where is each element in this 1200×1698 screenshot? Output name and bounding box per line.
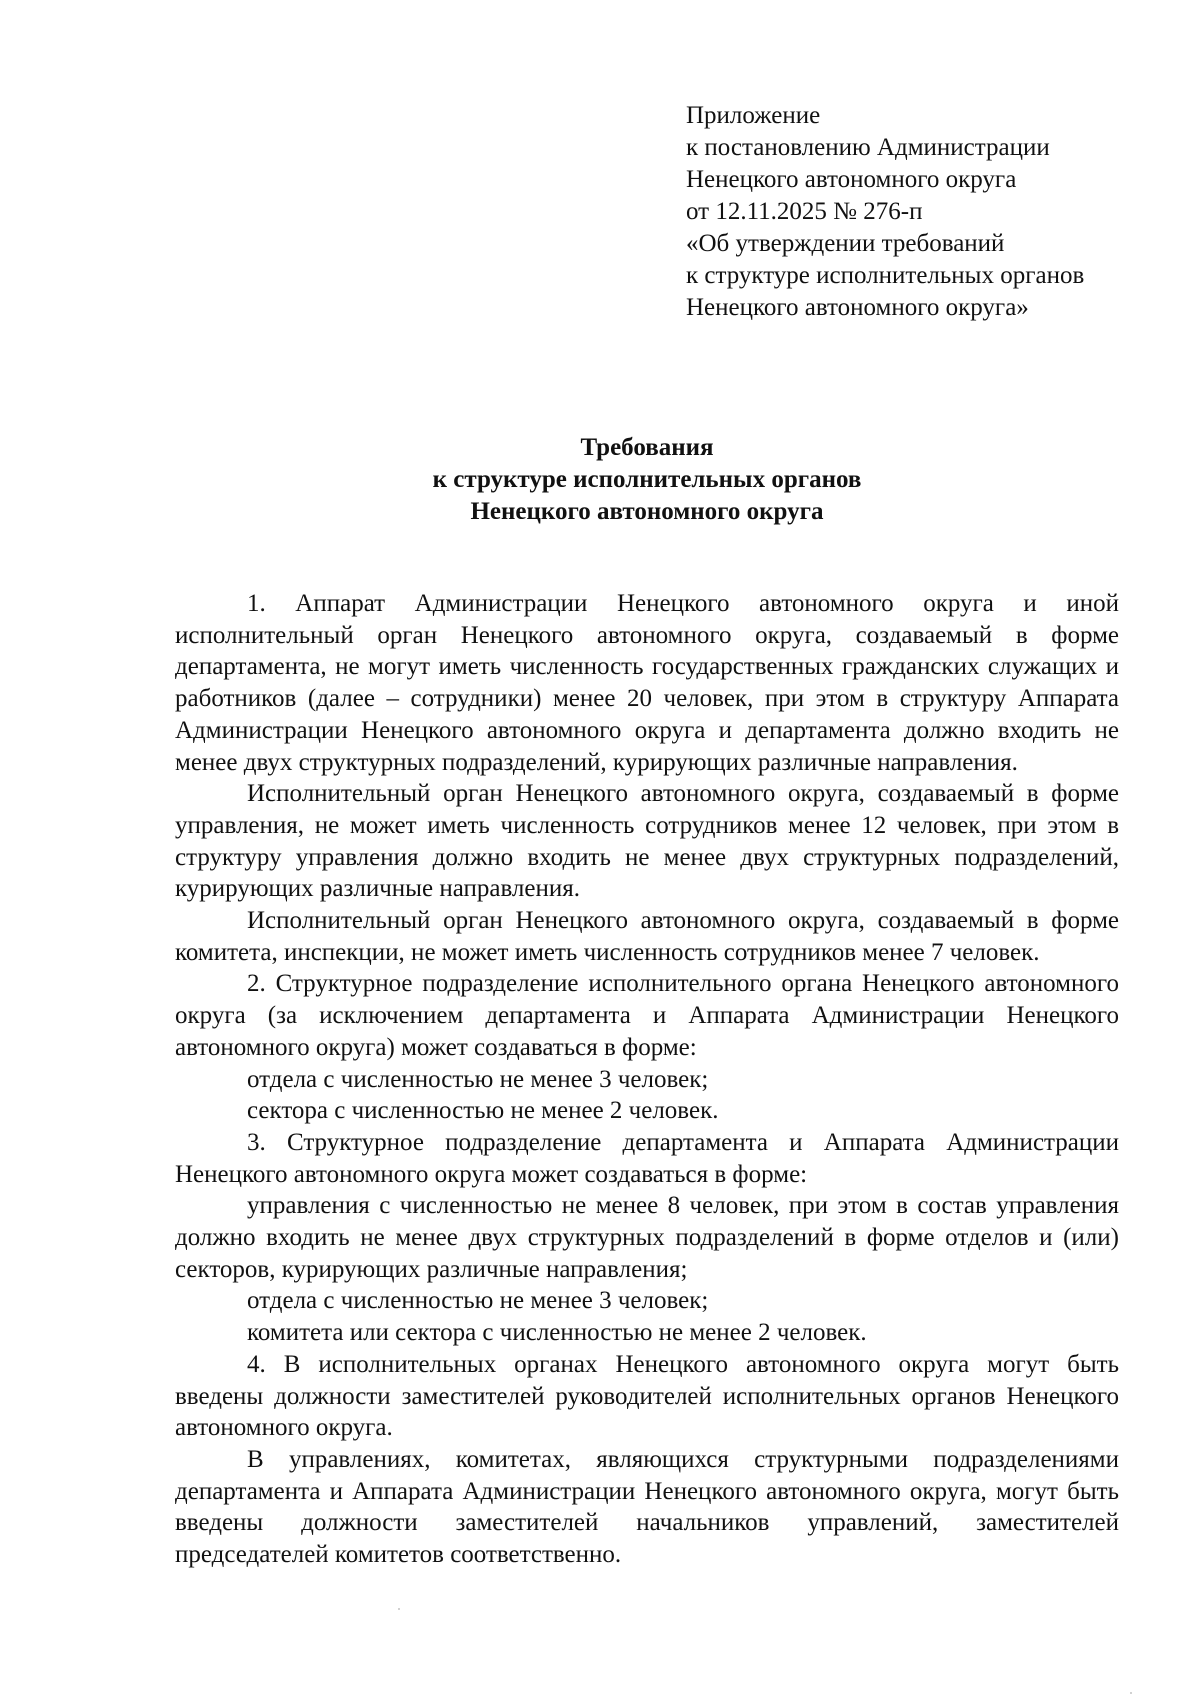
appendix-line: Приложение (686, 102, 821, 129)
appendix-line: Ненецкого автономного округа» (686, 294, 1029, 321)
appendix-line: Ненецкого автономного округа (686, 166, 1017, 193)
appendix-line: к постановлению Администрации (686, 134, 1050, 161)
appendix-block (686, 100, 1156, 324)
paragraph: Исполнительный орган Ненецкого автономного округа, создаваемый в форме комитета, инспекции, не может иметь численность сотрудников менее 7 человек. (175, 907, 1119, 966)
paragraph: 4. В исполнительных органах Ненецкого автономного округа могут быть введены должности заместителей руководителей исполнительных органов Ненецкого автономного округа. (175, 1350, 1119, 1442)
appendix-line: к структуре исполнительных органов (686, 262, 1085, 289)
paragraph: 3. Структурное подразделение департамента и Аппарата Администрации Ненецкого автономного округа может создаваться в форме: (175, 1128, 1119, 1188)
paragraph: управления с численностью не менее 8 человек, при этом в состав управления должно входить не менее двух структурных подразделений в форме отделов и (или) секторов, курирующих различные направления; (175, 1192, 1119, 1283)
scan-speck (398, 1608, 400, 1610)
document-title (175, 432, 1119, 528)
title-line: Ненецкого автономного округа (470, 498, 824, 525)
paragraph: комитета или сектора с численностью не менее 2 человек. (247, 1319, 867, 1347)
scan-speck (1130, 1692, 1132, 1694)
paragraph: 2. Структурное подразделение исполнительного органа Ненецкого автономного округа (за исключением департамента и Аппарата Администрации Ненецкого автономного округа) может создаваться в форме: (175, 970, 1119, 1061)
paragraph: отдела с численностью не менее 3 человек; (247, 1065, 709, 1093)
paragraph: В управлениях, комитетах, являющихся структурными подразделениями департамента и Аппарата Администрации Ненецкого автономного округа, могут быть введены должности заместителей начальников управлений, заместителей председателей комитетов соответственно. (175, 1445, 1119, 1569)
title-line: к структуре исполнительных органов (432, 466, 862, 493)
paragraph: 1. Аппарат Администрации Ненецкого автономного округа и иной исполнительный орган Ненецкого автономного округа, создаваемый в форме департамента, не могут иметь численность государственных гражданских служащих и работников (далее – сотрудники) менее 20 человек, при этом в структуру Аппарата Администрации Ненецкого автономного округа и департамента должно входить не менее двух структурных подразделений, курирующих различные направления. (175, 590, 1119, 776)
paragraph: сектора с численностью не менее 2 человек. (247, 1097, 719, 1125)
appendix-line: от 12.11.2025 № 276-п (686, 198, 923, 225)
appendix-line: «Об утверждении требований (686, 230, 1005, 257)
paragraph: отдела с численностью не менее 3 человек; (247, 1287, 709, 1315)
title-line: Требования (580, 434, 714, 461)
paragraph: Исполнительный орган Ненецкого автономного округа, создаваемый в форме управления, не может иметь численность сотрудников менее 12 человек, при этом в структуру управления должно входить не менее двух структурных подразделений, курирующих различные направления. (175, 780, 1119, 903)
document-body (175, 588, 1119, 1571)
